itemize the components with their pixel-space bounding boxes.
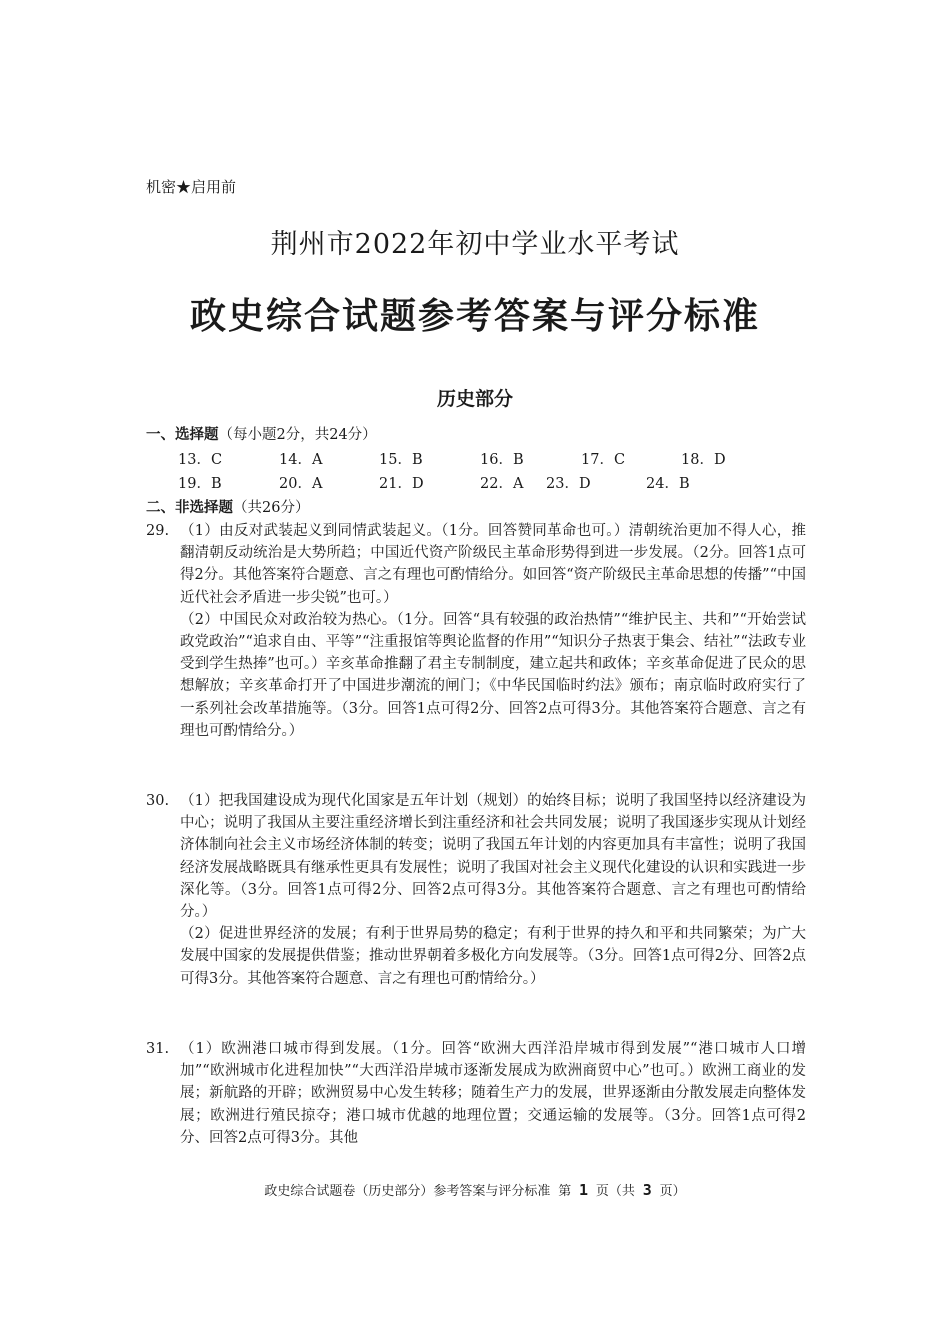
- confidential-mark: 机密★启用前: [146, 178, 237, 196]
- answer-23: 23．D: [546, 476, 591, 492]
- question-29: [146, 520, 806, 742]
- question-31: [146, 1038, 806, 1149]
- part2-heading-label: 二、非选择题: [146, 500, 233, 516]
- part2-heading: [146, 496, 309, 517]
- document-subtitle: 政史综合试题参考答案与评分标准: [189, 296, 760, 337]
- question-29-part-2: （2）中国民众对政治较为热心。（1分。回答“具有较强的政治热情”“维护民主、共和”“开始尝试政党政治”“追求自由、平等”“注重报馆等舆论监督的作用”“知识分子热衷于集会、结社”“法政专业受到学生热捧”也可。）辛亥革命推翻了君主专制制度，建立起共和政体；辛亥革命促进了民众的思想解放；辛亥革命打开了中国进步潮流的闸门；《中华民国临时约法》颁布；南京临时政府实行了一系列社会改革措施等。（3分。回答1点可得2分、回答2点可得3分。其他答案符合题意、言之有理也可酌情给分。）: [180, 611, 806, 739]
- part1-heading-note: （每小题2分，共24分）: [218, 427, 377, 443]
- answer-16: 16．B: [480, 452, 524, 468]
- part1-heading: [146, 423, 377, 444]
- page-footer: [0, 1180, 950, 1199]
- answer-24: 24．B: [646, 476, 690, 492]
- footer-prefix: 政史综合试题卷（历史部分）参考答案与评分标准 第: [264, 1184, 572, 1199]
- question-30-number: 30.: [146, 793, 170, 809]
- question-30: [146, 790, 806, 990]
- question-31-number: 31.: [146, 1041, 170, 1057]
- answer-17: 17．C: [581, 452, 626, 468]
- answer-13: 13．C: [178, 452, 223, 468]
- footer-page-number: 1: [579, 1181, 589, 1199]
- part1-heading-label: 一、选择题: [146, 427, 219, 443]
- answer-15: 15．B: [379, 452, 423, 468]
- answer-20: 20．A: [279, 476, 323, 492]
- question-29-part-1: （1）由反对武装起义到同情武装起义。（1分。回答赞同革命也可。）清朝统治更加不得人心，推翻清朝反动统治是大势所趋；中国近代资产阶级民主革命形势得到进一步发展。（2分。回答1点可得2分。其他答案符合题意、言之有理也可酌情给分。如回答“资产阶级民主革命思想的传播”“中国近代社会矛盾进一步尖锐”也可。）: [180, 523, 806, 606]
- footer-total-pages: 3: [642, 1181, 652, 1199]
- question-30-part-2: （2）促进世界经济的发展；有利于世界局势的稳定；有利于世界的持久和平和共同繁荣；为广大发展中国家的发展提供借鉴；推动世界朝着多极化方向发展等。（3分。回答1点可得2分、回答2点可得3分。其他答案符合题意、言之有理也可酌情给分。）: [180, 926, 806, 987]
- part2-heading-note: （共26分）: [233, 500, 310, 516]
- section-heading: 历史部分: [436, 388, 513, 410]
- exam-title: 荆州市2022年初中学业水平考试: [270, 229, 680, 260]
- answer-row-1: [178, 448, 818, 470]
- answer-18: 18．D: [681, 452, 726, 468]
- question-30-part-1: （1）把我国建设成为现代化国家是五年计划（规划）的始终目标；说明了我国坚持以经济建设为中心；说明了我国从主要注重经济增长到注重经济和社会共同发展；说明了我国逐步实现从计划经济体制向社会主义市场经济体制的转变；说明了我国五年计划的内容更加具有丰富性；说明了我国经济发展战略既具有继承性更具有发展性；说明了我国对社会主义现代化建设的认识和实践进一步深化等。（3分。回答1点可得2分、回答2点可得3分。其他答案符合题意、言之有理也可酌情给分。）: [180, 793, 806, 921]
- answer-21: 21．D: [379, 476, 424, 492]
- answer-19: 19．B: [178, 476, 222, 492]
- question-31-part-1: （1）欧洲港口城市得到发展。（1分。回答“欧洲大西洋沿岸城市得到发展”“港口城市人口增加”“欧洲城市化进程加快”“大西洋沿岸城市逐渐发展成为欧洲商贸中心”也可。）欧洲工商业的发展；新航路的开辟；欧洲贸易中心发生转移；随着生产力的发展，世界逐渐由分散发展走向整体发展；欧洲进行殖民掠夺；港口城市优越的地理位置；交通运输的发展等。（3分。回答1点可得2分、回答2点可得3分。其他: [180, 1041, 806, 1146]
- question-29-number: 29.: [146, 523, 170, 539]
- answer-14: 14．A: [279, 452, 323, 468]
- footer-mid: 页（共: [595, 1184, 635, 1199]
- footer-suffix: 页）: [659, 1184, 686, 1199]
- answer-22: 22．A: [480, 476, 524, 492]
- answer-row-2: [178, 472, 818, 494]
